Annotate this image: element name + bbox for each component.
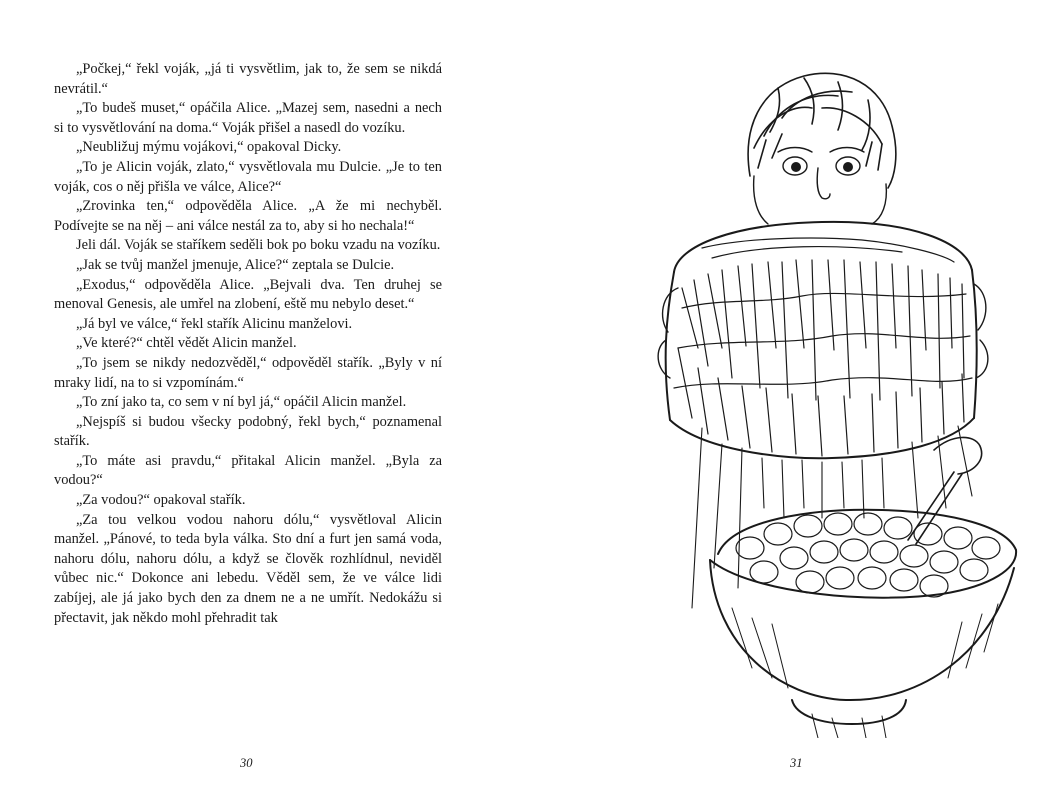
paragraph: „Ve které?“ chtěl vědět Alicin manžel. <box>76 335 297 352</box>
cake-texture <box>674 238 972 456</box>
paragraph: „Počkej,“ řekl voják, „já ti vysvětlim, jak to, že sem se nikdá nevrátil.“ <box>54 61 442 97</box>
face-strokes <box>754 148 887 225</box>
ink-illustration <box>582 48 1042 738</box>
paragraph: „Exodus,“ odpověděla Alice. „Bejvali dva. Ten druhej se menoval Genesis, ale umřel na zlobení, eště mu nebylo deset.“ <box>54 276 442 313</box>
paragraph: „Jak se tvůj manžel jmenuje, Alice?“ zeptala se Dulcie. <box>76 256 395 273</box>
body-strokes <box>692 426 972 608</box>
paragraph: „Nejspíš si budou všecky podobný, řekl bych,“ poznamenal stařík. <box>54 413 442 450</box>
page-number: 31 <box>790 756 803 770</box>
paragraph: „Za tou velkou vodou nahoru dólu,“ vysvětloval Alicin manžel. „Pánové, to teda byla válka. Sto dní a furt jen samá voda, nahoru dólu, nahoru dólu, a když se člověk rozhlídnul, neviděl vůbec nic.“ Dokonce ani lebedu. Věděl sem, že ve válce lidi zabíjej, ale já jako bych den za dnem ne a ne umřít. Nedokážu si přectavit, jak někdo mohl přehradit tak <box>54 511 442 626</box>
right-page <box>522 0 1044 800</box>
page-number: 30 <box>240 756 253 770</box>
paragraph: „To zní jako ta, co sem v ní byl já,“ opáčil Alicin manžel. <box>76 394 407 411</box>
paragraph: „To máte asi pravdu,“ přitakal Alicin manžel. „Byla za vodou?“ <box>54 452 442 489</box>
paragraph: „To je Alicin voják, zlato,“ vysvětlovala mu Dulcie. „Je to ten voják, cos o něj přišla ve válce, Alice?“ <box>54 158 442 195</box>
hair-strokes <box>748 73 896 188</box>
paragraph: „Za vodou?“ opakoval stařík. <box>76 492 246 509</box>
paragraph: Jeli dál. Voják se staříkem seděli bok po boku vzadu na vozíku. <box>76 237 441 254</box>
paragraph: „Zrovinka ten,“ odpověděla Alice. „A že mi nechyběl. Podívejte se na něj – ani válce nestál za to, aby si ho nechala!“ <box>54 198 442 234</box>
bowl-hatching <box>732 604 998 738</box>
paragraph: „To jsem se nikdy nedozvěděl,“ odpověděl stařík. „Byly v ní mraky lidí, na to si vzpomínám.“ <box>54 354 442 391</box>
paragraph: „Neubližuj mýmu vojákovi,“ opakoval Dicky. <box>76 139 342 156</box>
boy-with-cake-and-strawberries-drawing <box>582 48 1042 738</box>
strawberries <box>736 513 1000 597</box>
paragraph: „Já byl ve válce,“ řekl stařík Alicinu manželovi. <box>76 315 353 332</box>
body-text <box>54 60 442 628</box>
paragraph: „To budeš muset,“ opáčila Alice. „Mazej sem, nasedni a nech si to vysvětlování na doma.“ Voják přišel a nasedl do vozíku. <box>54 100 442 136</box>
